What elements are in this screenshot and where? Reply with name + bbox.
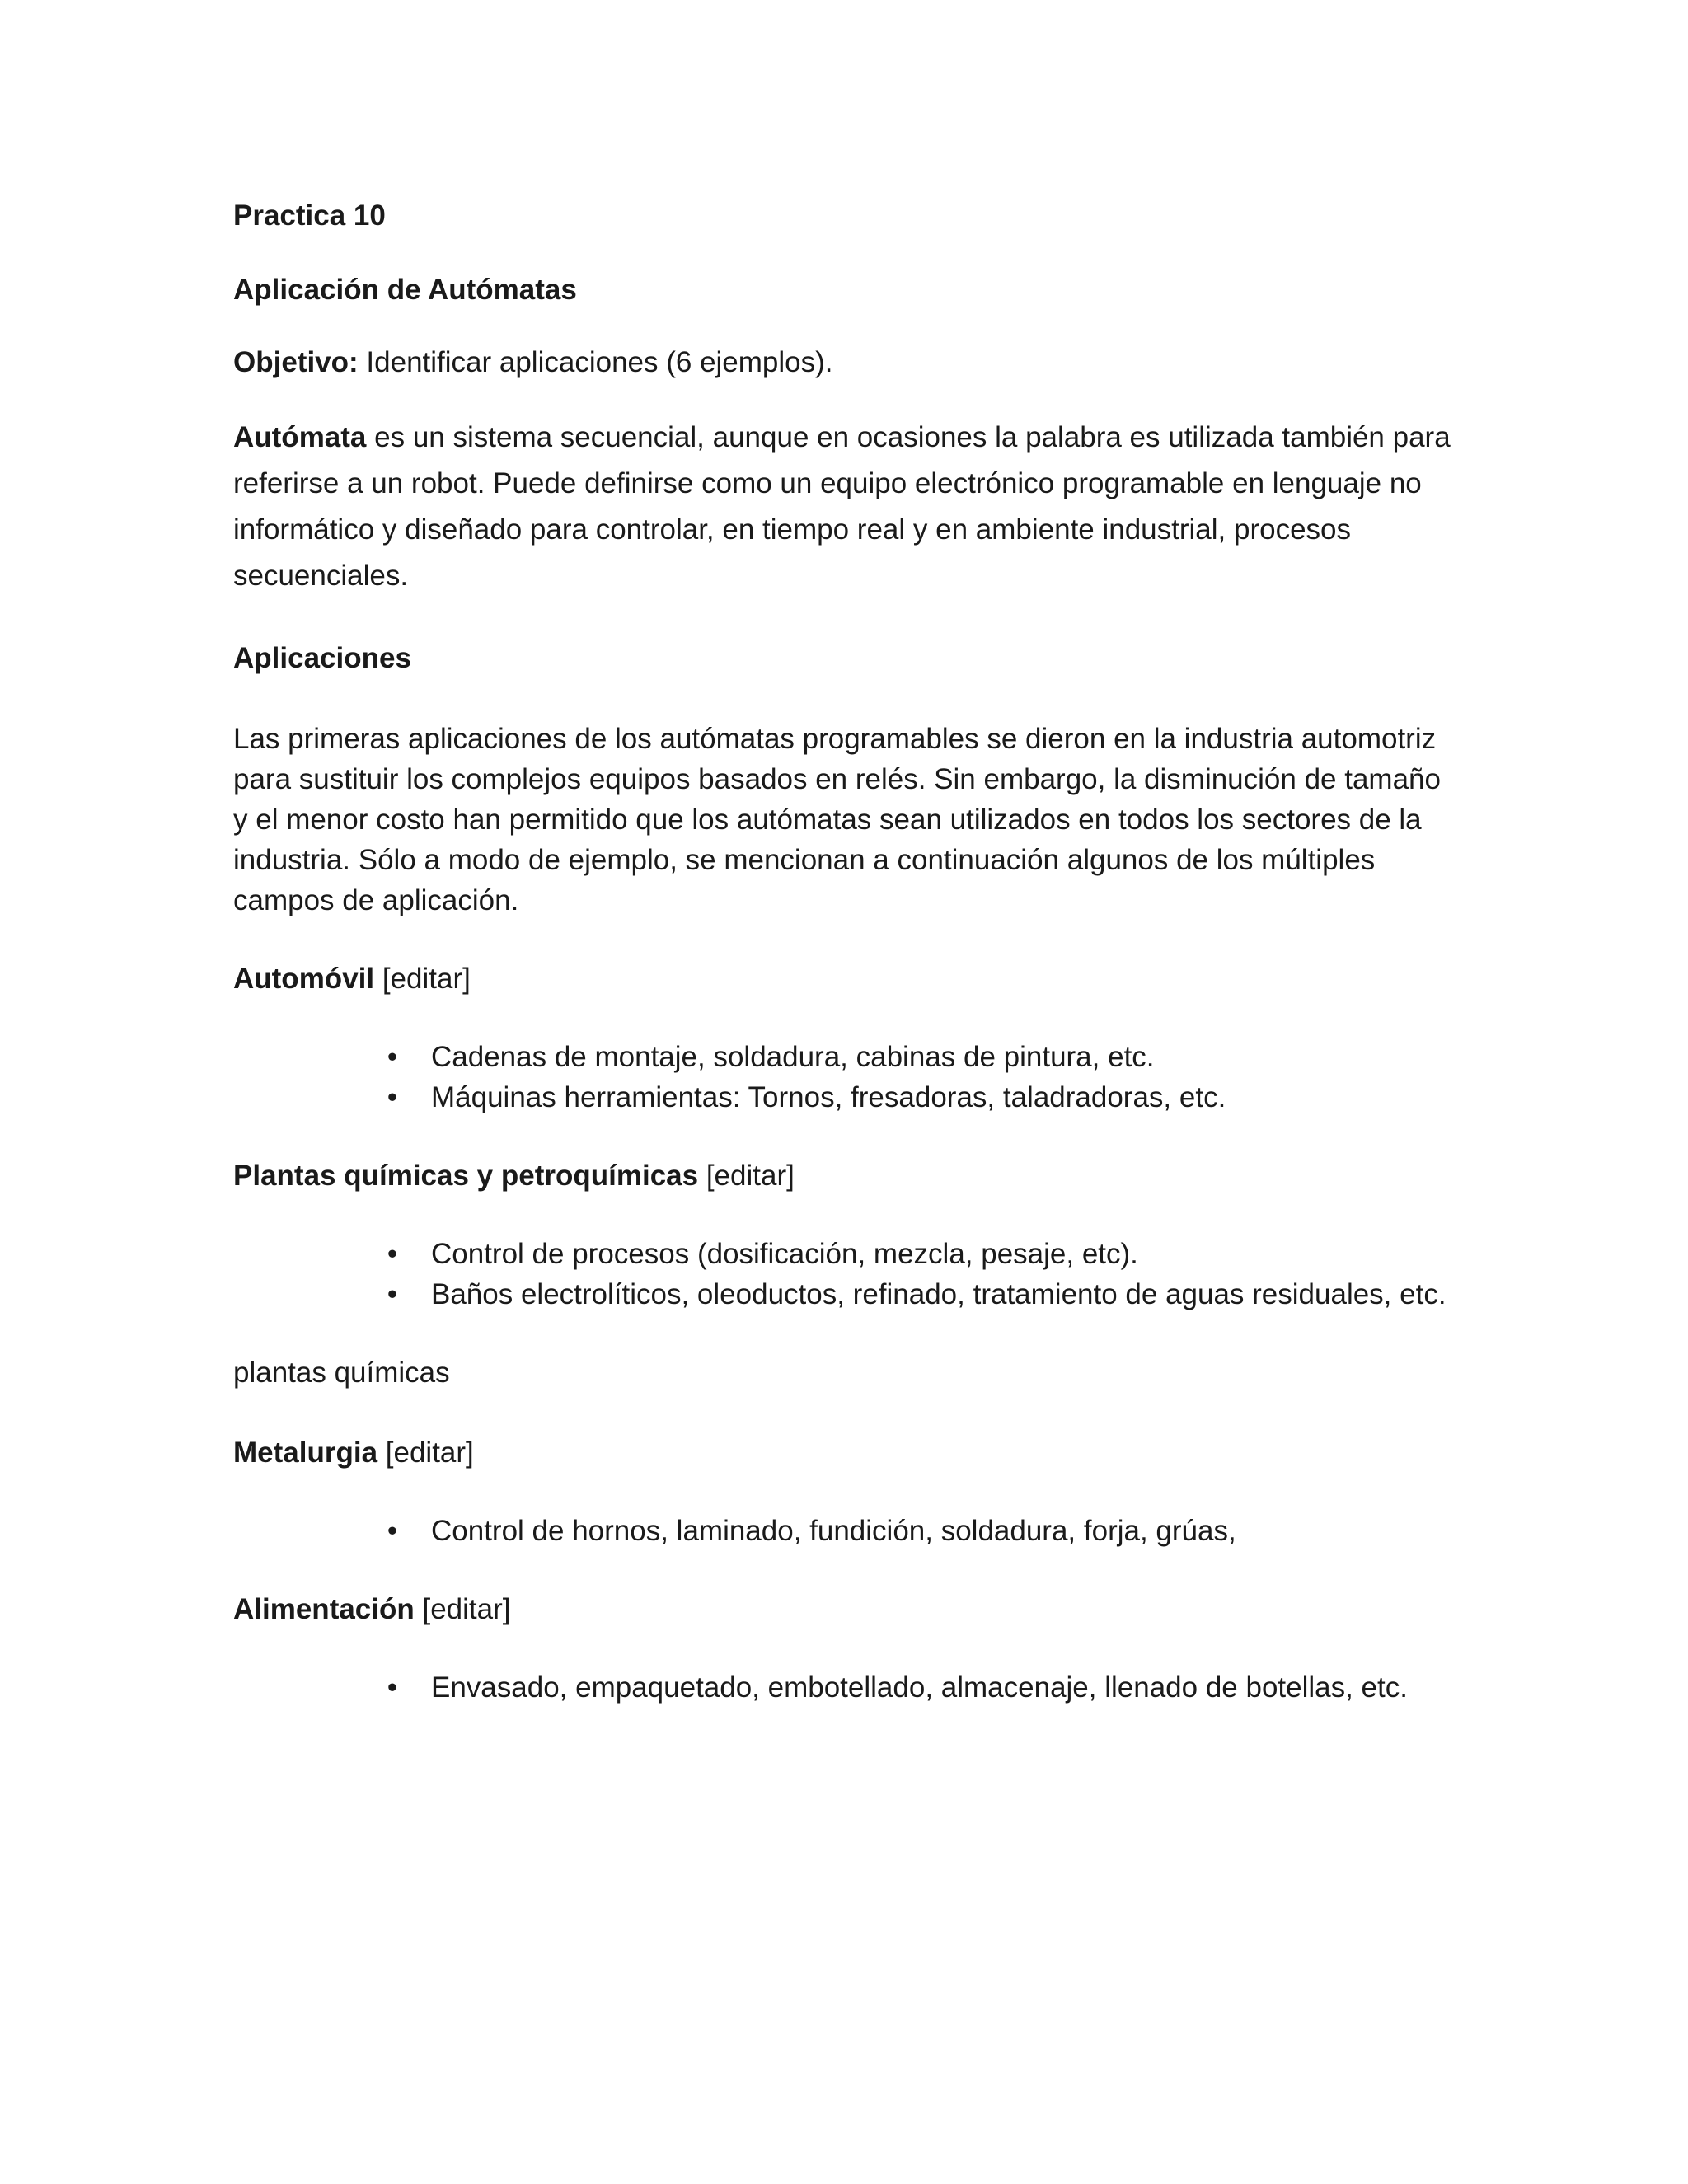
bullet-icon: • [387, 1278, 398, 1310]
section-title: Plantas químicas y petroquímicas [233, 1160, 699, 1192]
objective-text: Identificar aplicaciones (6 ejemplos). [358, 346, 833, 378]
applications-heading: Aplicaciones [233, 642, 411, 674]
bullet-list-metalurgia [233, 1511, 1453, 1551]
edit-link[interactable]: [editar] [374, 963, 471, 995]
list-item-text: Control de procesos (dosificación, mezcla, pesaje, etc). [431, 1238, 1138, 1270]
list-item [233, 1274, 1453, 1315]
section-title: Automóvil [233, 963, 375, 995]
section-title: Metalurgia [233, 1436, 378, 1469]
list-item [233, 1037, 1453, 1077]
section-heading-metalurgia [233, 1432, 1453, 1474]
document-body [233, 195, 1453, 1746]
list-item-text: Baños electrolíticos, oleoductos, refinado, tratamiento de aguas residuales, etc. [431, 1278, 1447, 1310]
plain-text-line: plantas químicas [233, 1357, 450, 1389]
list-item-text: Cadenas de montaje, soldadura, cabinas de pintura, etc. [431, 1041, 1155, 1073]
bullet-list-automovil [233, 1037, 1453, 1118]
list-item-text: Máquinas herramientas: Tornos, fresadoras, taladradoras, etc. [431, 1081, 1226, 1113]
section-heading-plantas-quimicas [233, 1155, 1453, 1197]
edit-link[interactable]: [editar] [414, 1593, 511, 1625]
objective-label: Objetivo: [233, 346, 359, 378]
document-subtitle: Aplicación de Autómatas [233, 274, 577, 306]
intro-text: es un sistema secuencial, aunque en ocasiones la palabra es utilizada también para referirse a un robot. Puede definirse como un equipo electrónico programable en lenguaje no informático y diseñado para controlar, en tiempo real y en ambiente industrial, procesos secuenciales. [233, 421, 1451, 592]
section-heading-automovil [233, 958, 1453, 1000]
bullet-list-plantas-quimicas [233, 1234, 1453, 1315]
document-title: Practica 10 [233, 199, 386, 232]
bullet-icon: • [387, 1671, 398, 1704]
list-item [233, 1077, 1453, 1118]
list-item-text: Control de hornos, laminado, fundición, soldadura, forja, grúas, [431, 1515, 1236, 1547]
list-item [233, 1511, 1453, 1551]
bullet-icon: • [387, 1081, 398, 1113]
intro-term: Autómata [233, 421, 367, 453]
bullet-icon: • [387, 1238, 398, 1270]
bullet-icon: • [387, 1041, 398, 1073]
list-item [233, 1234, 1453, 1274]
objective-paragraph [233, 342, 1453, 383]
edit-link[interactable]: [editar] [698, 1160, 795, 1192]
edit-link[interactable]: [editar] [377, 1436, 474, 1469]
list-item-text: Envasado, empaquetado, embotellado, almacenaje, llenado de botellas, etc. [431, 1671, 1408, 1704]
bullet-icon: • [387, 1515, 398, 1547]
bullet-list-alimentacion [233, 1667, 1453, 1708]
applications-paragraph: Las primeras aplicaciones de los autómatas programables se dieron en la industria automotriz para sustituir los complejos equipos basados en relés. Sin embargo, la disminución de tamaño y el menor costo han permitido que los autómatas sean utilizados en todos los sectores de la industria. Sólo a modo de ejemplo, se mencionan a continuación algunos de los múltiples campos de aplicación. [233, 723, 1441, 916]
list-item [233, 1667, 1453, 1708]
section-title: Alimentación [233, 1593, 415, 1625]
section-heading-alimentacion [233, 1589, 1453, 1630]
intro-paragraph [233, 415, 1453, 599]
